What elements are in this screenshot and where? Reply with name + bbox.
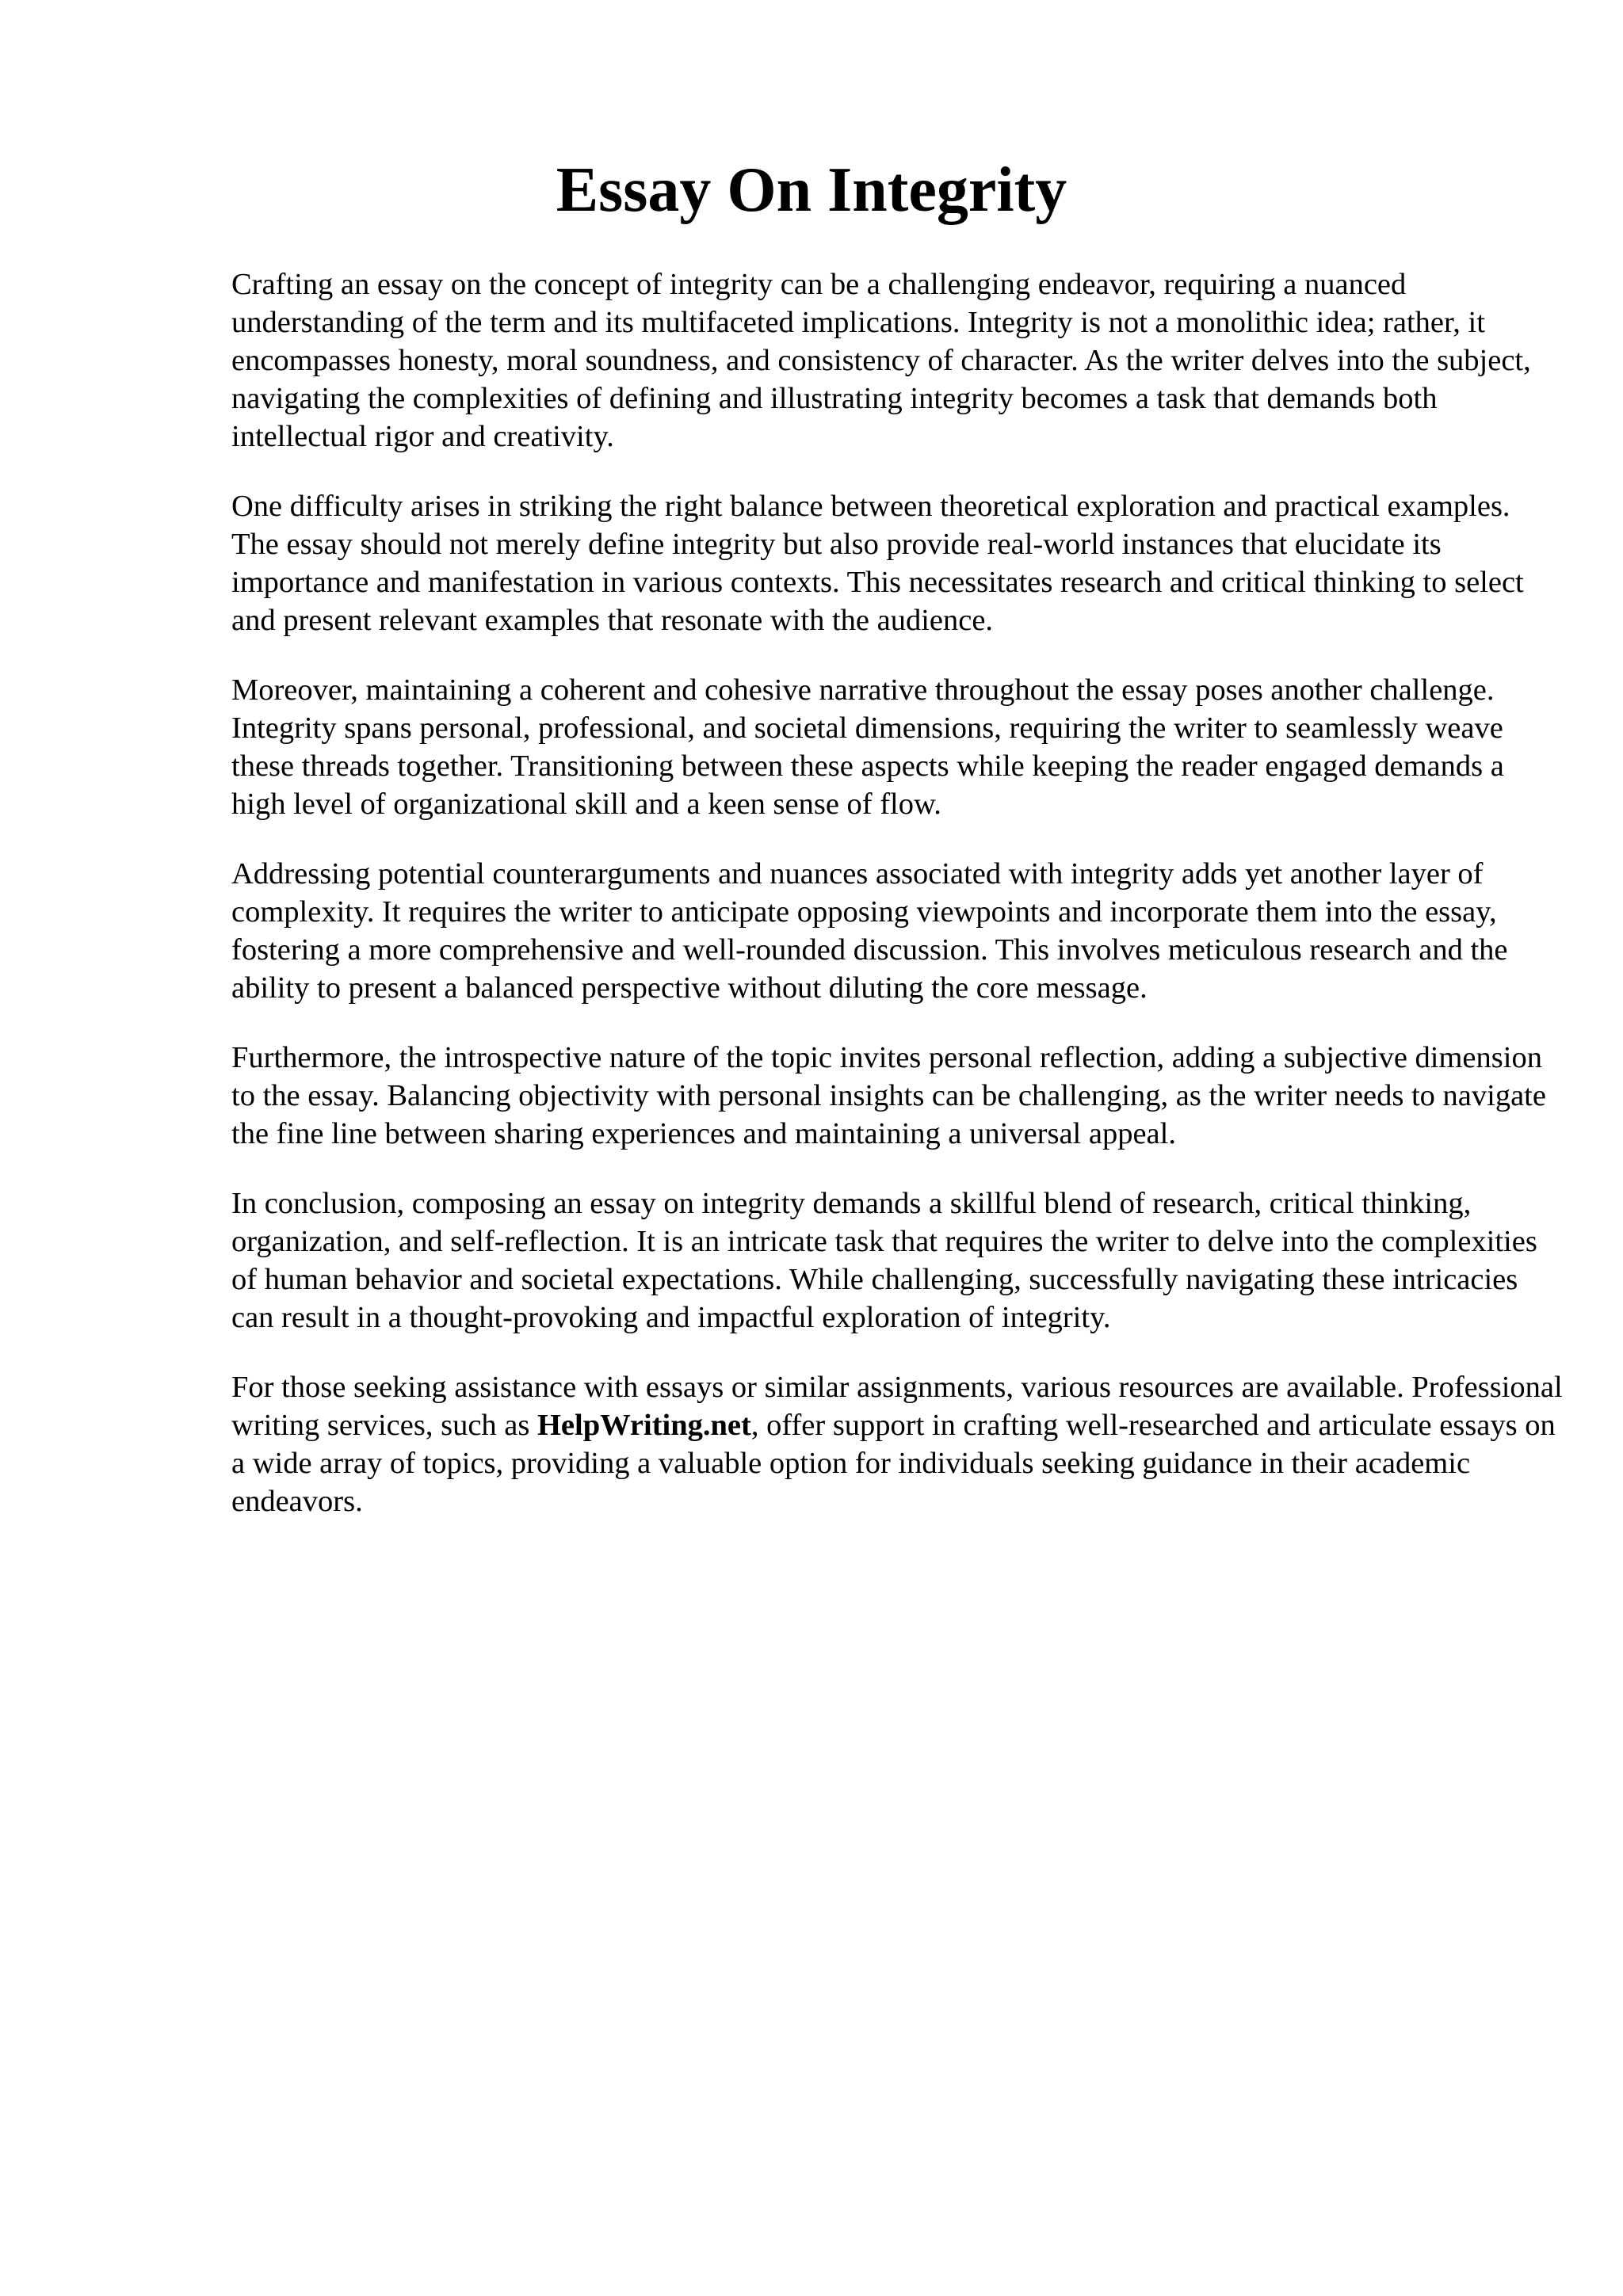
paragraph-1: Crafting an essay on the concept of integrity can be a challenging endeavor, requiring a nuanced understanding of the term and its multifaceted implications. Integrity is not a monolithic idea; rather, it encompasses honesty, moral soundness, and consistency of character. As the writer delves into the subject, navigating the complexities of defining and illustrating integrity becomes a task that demands both intellectual rigor and creativity. xyxy=(231,268,1531,453)
essay-body xyxy=(231,265,1563,1552)
paragraph-6: In conclusion, composing an essay on integrity demands a skillful blend of research, critical thinking, organization, and self-reflection. It is an intricate task that requires the writer to delve into the complexities of human behavior and societal expectations. While challenging, successfully navigating these intricacies can result in a thought-provoking and impactful exploration of integrity. xyxy=(231,1187,1537,1334)
paragraph-7 xyxy=(231,1368,1563,1520)
paragraph-3: Moreover, maintaining a coherent and cohesive narrative throughout the essay poses another challenge. Integrity spans personal, professional, and societal dimensions, requiring the writer to seamlessly weave these threads together. Transitioning between these aspects while keeping the reader engaged demands a high level of organizational skill and a keen sense of flow. xyxy=(231,673,1504,821)
paragraph-5: Furthermore, the introspective nature of the topic invites personal reflection, adding a subjective dimension to the essay. Balancing objectivity with personal insights can be challenging, as the writer needs to navigate the fine line between sharing experiences and maintaining a universal appeal. xyxy=(231,1041,1546,1150)
paragraph-7-text-after: , offer support in crafting well-researched and articulate essays on a wide array of topics, providing a valuable option for individuals seeking guidance in their academic endeavors. xyxy=(231,1409,1556,1518)
helpwriting-brand-name: HelpWriting.net xyxy=(537,1409,751,1442)
paragraph-7-text-before: For those seeking assistance with essays or similar assignments, various resources are available. Professional writing services, such as xyxy=(231,1371,1563,1442)
page-title: Essay On Integrity xyxy=(556,155,1067,225)
paragraph-2: One difficulty arises in striking the right balance between theoretical exploration and practical examples. The essay should not merely define integrity but also provide real-world instances that elucidate its importance and manifestation in various contexts. This necessitates research and critical thinking to select and present relevant examples that resonate with the audience. xyxy=(231,490,1524,637)
paragraph-4: Addressing potential counterarguments and nuances associated with integrity adds yet another layer of complexity. It requires the writer to anticipate opposing viewpoints and incorporate them into the essay, fostering a more comprehensive and well-rounded discussion. This involves meticulous research and the ability to present a balanced perspective without diluting the core message. xyxy=(231,857,1508,1005)
